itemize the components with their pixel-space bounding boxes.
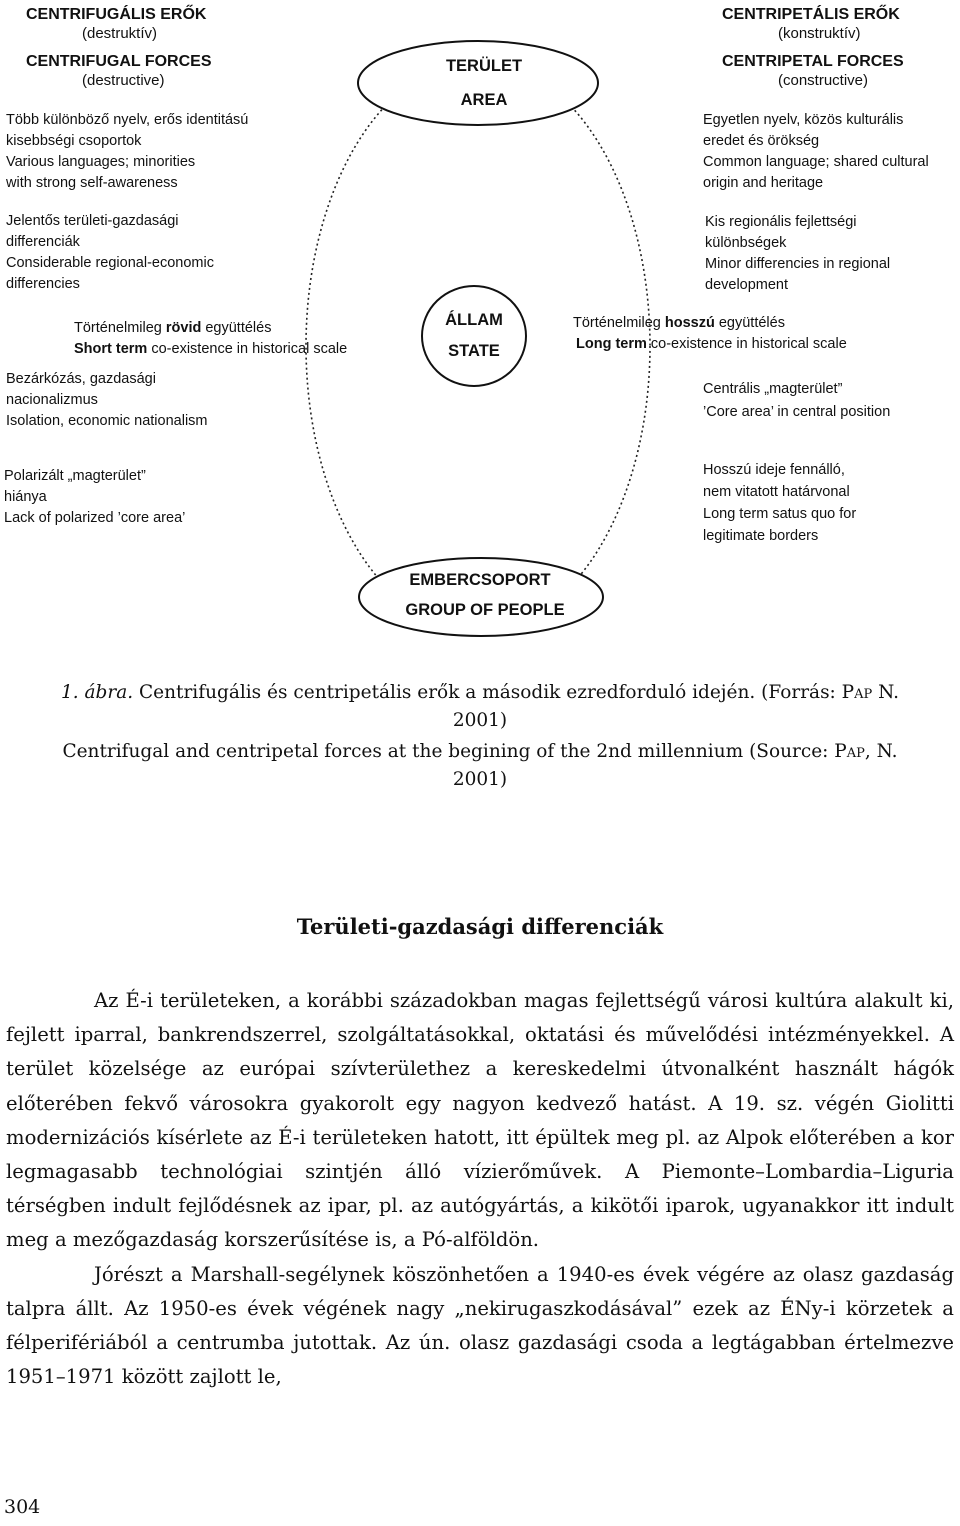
text-line: Hosszú ideje fennálló, (703, 462, 845, 478)
text-line: Common language; shared cultural (703, 154, 929, 170)
page-number: 304 (4, 1496, 41, 1518)
text-line: eredet és örökség (703, 133, 820, 149)
state-circle (422, 286, 526, 386)
right-item-borders (703, 459, 856, 547)
right-item-differences (705, 212, 890, 296)
long-term-en (573, 334, 847, 355)
centripetal-title-hu: CENTRIPETÁLIS ERŐK (722, 6, 900, 23)
text-line: Minor differencies in regional (705, 256, 891, 272)
text-bold: Short term (74, 341, 148, 357)
text-line: Kis regionális fejlettségi (705, 214, 857, 230)
caption-text: Centrifugális és centripetális erők a második ezredforduló idején. (Forrás: (133, 682, 842, 703)
left-item-differences (6, 211, 214, 295)
centripetal-title-en: CENTRIPETAL FORCES (722, 53, 904, 70)
text-segment: Történelmileg (573, 315, 665, 331)
text-line: nem vitatott határvonal (703, 484, 850, 500)
text-line: differenciák (6, 234, 80, 250)
text-bold: hosszú (664, 315, 715, 331)
people-label-hu: EMBERCSOPORT (409, 571, 551, 589)
figure-label: 1. ábra. (60, 682, 134, 703)
text-segment: együttélés (201, 320, 272, 336)
text-segment: co-existence in historical scale (147, 341, 348, 357)
text-segment: Történelmileg (74, 320, 166, 336)
paragraph: Az É-i területeken, a korábbi századokban magas fejlettségű városi kultúra alakult ki, fejlett iparral, bankrendszerrel, szolgáltatásokkal, oktatási és művelődési intézményekkel. A terület közelsége az európai szívterülethez a kereskedelmi útvonalként használt hágók előterében fekvő városokra gyakorolt egy nagyon kedvező hatást. A 19. sz. végén Giolitti modernizációs kísérlete az É-i területeken hatott, itt épültek meg pl. az Alpok előterében a kor legmagasabb technológiai szintjén álló vízierőművek. A Piemonte–Lombardia–Liguria térségben indult fejlődésnek az ipar, pl. az autógyártás, a kikötői iparok, ugyanakkor itt indult meg a mezőgazdaság korszerűsítése is, a Pó-alföldön. (6, 989, 954, 1252)
caption-text: , N. (864, 741, 898, 762)
text-line: Various languages; minorities (6, 154, 196, 170)
centrifugal-title (26, 5, 211, 90)
left-item-short-term (74, 318, 347, 360)
caption-text: Centrifugal and centripetal forces at the begining of the 2nd millennium (Source: (62, 741, 835, 762)
left-item-core-area (4, 466, 185, 529)
text-line: Jelentős területi-gazdasági (6, 213, 179, 229)
area-label-en: AREA (460, 91, 508, 109)
figure-caption-hu (0, 679, 960, 707)
text-line: Bezárkózás, gazdasági (6, 371, 156, 387)
text-line: Isolation, economic nationalism (6, 413, 208, 429)
text-segment: co-existence in historical scale (646, 336, 847, 352)
text-line: development (705, 277, 789, 293)
text-line: with strong self-awareness (6, 175, 178, 191)
centrifugal-title-en: CENTRIFUGAL FORCES (26, 53, 212, 70)
centrifugal-subtitle-hu: (destruktív) (82, 25, 158, 42)
caption-author: Pap (834, 741, 865, 762)
area-oval (358, 41, 598, 125)
body-text (6, 984, 954, 1394)
text-line: kisebbségi csoportok (6, 133, 142, 149)
text-line: origin and heritage (703, 175, 824, 191)
people-oval (359, 558, 603, 636)
left-item-isolation (6, 369, 208, 432)
text-line: Polarizált „magterület” (4, 468, 146, 484)
text-line: legitimate borders (703, 528, 819, 544)
text-line: hiánya (4, 489, 47, 505)
left-item-languages (6, 110, 248, 194)
centripetal-subtitle-hu: (konstruktív) (778, 25, 861, 42)
centrifugal-subtitle-en: (destructive) (82, 72, 165, 89)
figure-caption-en-year: 2001) (452, 769, 508, 790)
figure-caption-en (0, 738, 960, 766)
centrifugal-title-hu: CENTRIFUGÁLIS ERŐK (26, 6, 207, 23)
right-item-language (703, 110, 929, 194)
text-line: Centrális „magterület” (703, 381, 843, 397)
text-bold: rövid (165, 320, 202, 336)
text-line: Considerable regional-economic (6, 255, 214, 271)
paragraph: Jórészt a Marshall-segélynek köszönhetően a 1940-es évek végére az olasz gazdaság talpra állt. Az 1950-es évek végének nagy „nekirugaszkodásával” ezek az ÉNy-i körzetek a félperifériából a centrumba jutottak. Az ún. olasz gazdasági csoda a legtágabban értelmezve 1951–1971 között zajlott le, (6, 1262, 954, 1389)
text-line: Long term satus quo for (703, 506, 857, 522)
centripetal-title (722, 5, 904, 90)
state-label-hu: ÁLLAM (445, 311, 503, 329)
text-segment: együttélés (714, 315, 785, 331)
text-line: különbségek (705, 235, 787, 251)
figure-caption-hu-year: 2001) (452, 710, 508, 731)
text-bold: Long term (576, 336, 647, 352)
caption-author: Pap (841, 682, 873, 703)
caption-text: N. (872, 682, 900, 703)
state-label-en: STATE (448, 342, 500, 360)
text-line: Több különböző nyelv, erős identitású (6, 112, 249, 128)
text-line: ’Core area’ in central position (703, 404, 891, 420)
text-line: Egyetlen nyelv, közös kulturális (703, 112, 904, 128)
area-label-hu: TERÜLET (445, 57, 523, 75)
right-item-long-term (573, 313, 847, 355)
centripetal-subtitle-en: (constructive) (778, 72, 869, 89)
text-line: nacionalizmus (6, 392, 98, 408)
section-heading: Területi-gazdasági differenciák (296, 914, 664, 939)
people-label-en: GROUP OF PEOPLE (405, 601, 565, 619)
long-term-hu (573, 313, 847, 334)
short-term-en (74, 339, 347, 360)
text-line: differencies (6, 276, 80, 292)
text-line: Lack of polarized ’core area’ (4, 510, 186, 526)
short-term-hu (74, 318, 347, 339)
right-item-central-core (703, 378, 890, 424)
